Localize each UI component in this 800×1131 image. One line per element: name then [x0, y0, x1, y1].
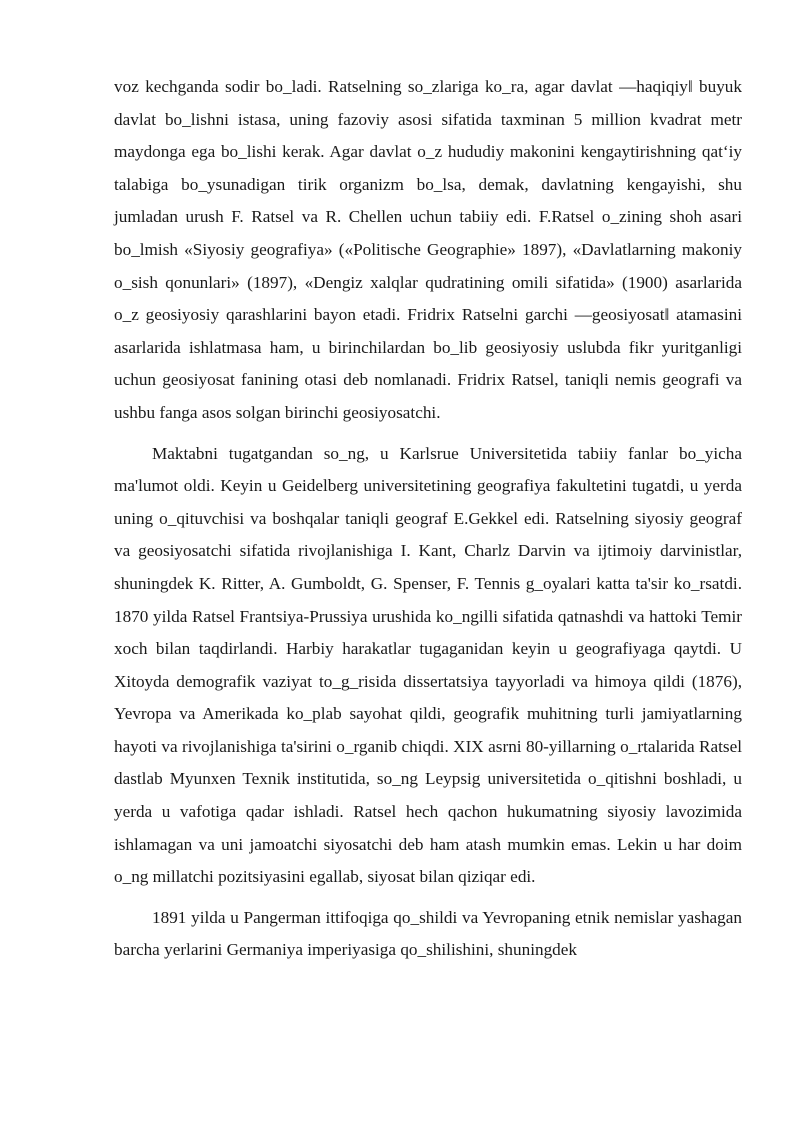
document-page — [114, 71, 742, 975]
paragraph-pangerman: 1891 yilda u Pangerman ittifoqiga qo_shildi va Yevropaning etnik nemislar yashagan barcha yerlarini Germaniya imperiyasiga qo_shilishini, shuningdek — [114, 907, 742, 960]
paragraph-education: Maktabni tugatgandan so_ng, u Karlsrue Universitetida tabiiy fanlar bo_yicha ma'lumot oldi. Keyin u Geidelberg universitetining geografiya fakultetini tugatdi, u yerda uning o_qituvchisi va boshqalar taniqli geograf E.Gekkel edi. Ratselning siyosiy geograf va geosiyosatchi sifatida rivojlanishiga I. Kant, Charlz Darvin va ijtimoiy darvinistlar, shuningdek K. Ritter, A. Gumboldt, G. Spenser, F. Tennis g_oyalari katta ta'sir ko_rsatdi. 1870 yilda Ratsel Frantsiya-Prussiya urushida ko_ngilli sifatida qatnashdi va hattoki Temir xoch bilan taqdirlandi. Harbiy harakatlar tugaganidan keyin u geografiyaga qaytdi. U Xitoyda demografik vaziyat to_g_risida dissertatsiya tayyorladi va himoya qildi (1876), Yevropa va Amerikada ko_plab sayohat qildi, geografik muhitning turli jamiyatlarning hayoti va rivojlanishiga ta'sirini o_rganib chiqdi. XIX asrni 80-yillarning o_rtalarida Ratsel dastlab Myunxen Texnik institutida, so_ng Leypsig universitetida o_qitishni boshladi, u yerda u vafotiga qadar ishladi. Ratsel hech qachon hukumatning siyosiy lavozimida ishlamagan va uni jamoatchi siyosatchi deb ham atash mumkin emas. Lekin u har doim o_ng millatchi pozitsiyasini egallab, siyosat bilan qiziqar edi. — [114, 443, 742, 887]
paragraph-continuation: voz kechganda sodir bo_ladi. Ratselning so_zlariga ko_ra, agar davlat ―haqiqiy‖ buyuk davlat bo_lishni istasa, uning fazoviy asosi sifatida taxminan 5 million kvadrat metr maydonga ega bo_lishi kerak. Agar davlat o_z hududiy makonini kengaytirishning qat‘iy talabiga bo_ysunadigan tirik organizm bo_lsa, demak, davlatning kengayishi, shu jumladan urush F. Ratsel va R. Chellen uchun tabiiy edi. F.Ratsel o_zining shoh asari bo_lmish «Siyosiy geografiya» («Politische Geographie» 1897), «Davlatlarning makoniy o_sish qonunlari» (1897), «Dengiz xalqlar qudratining omili sifatida» (1900) asarlarida o_z geosiyosiy qarashlarini bayon etadi. Fridrix Ratselni garchi ―geosiyosat‖ atamasini asarlarida ishlatmasa ham, u birinchilardan bo_lib geosiyosiy uslubda fikr yuritganligi uchun geosiyosat fanining otasi deb nomlanadi. Fridrix Ratsel, taniqli nemis geografi va ushbu fanga asos solgan birinchi geosiyosatchi. — [114, 77, 742, 422]
